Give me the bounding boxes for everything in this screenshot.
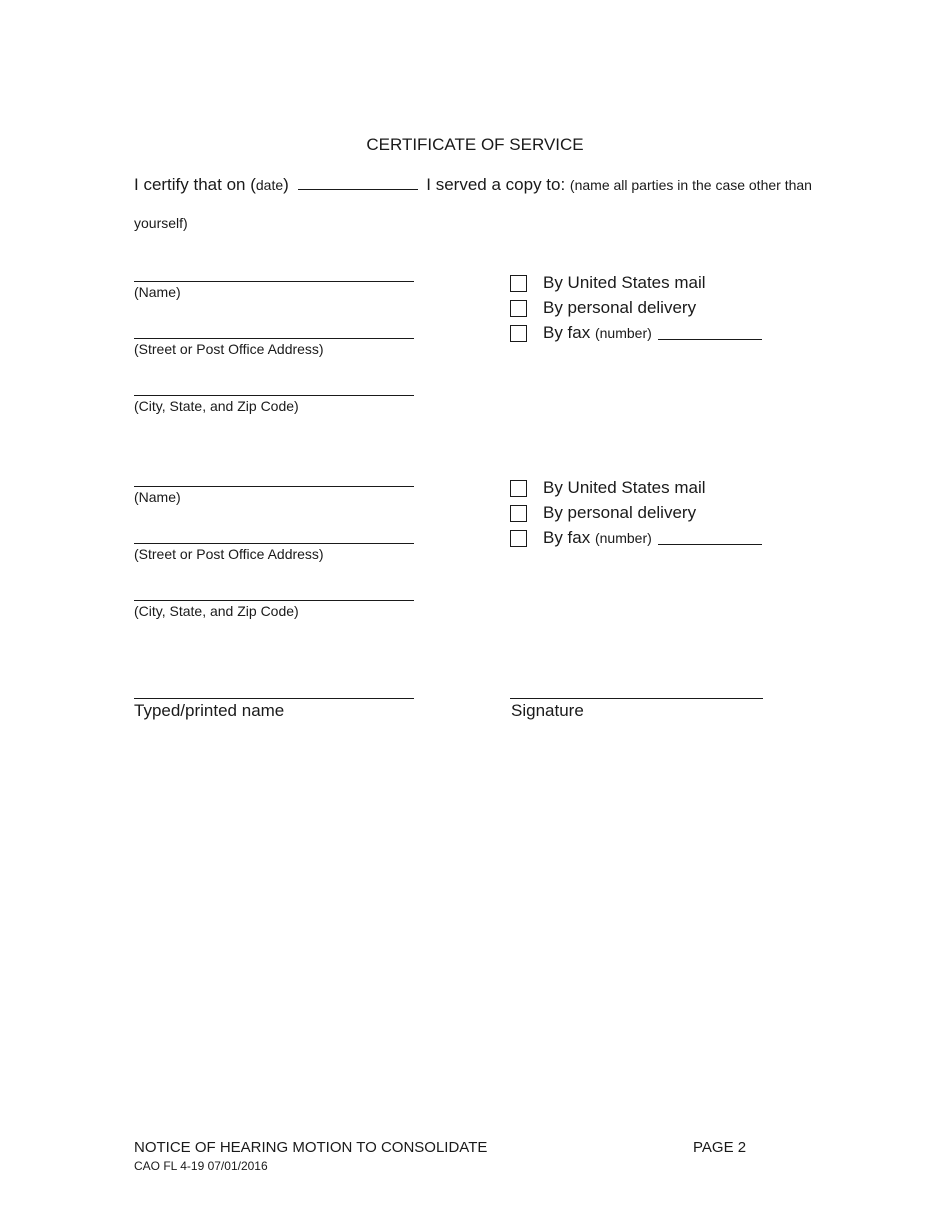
party-2-fax-number-field[interactable] — [658, 532, 762, 545]
party-1-option-mail — [510, 273, 706, 293]
party-1-mail-checkbox[interactable] — [510, 275, 527, 292]
parties-note-continued: yourself) — [134, 215, 188, 231]
party-2-address-field[interactable] — [134, 543, 414, 544]
party-2-mail-checkbox[interactable] — [510, 480, 527, 497]
footer-form-code: CAO FL 4-19 07/01/2016 — [134, 1159, 268, 1173]
party-2-mail-label: By United States mail — [543, 478, 706, 497]
footer-form-title: NOTICE OF HEARING MOTION TO CONSOLIDATE — [134, 1139, 488, 1156]
party-1-fax-number-label: (number) — [594, 325, 652, 341]
party-1-fax-checkbox[interactable] — [510, 325, 527, 342]
party-1-fax-label: By fax — [543, 323, 591, 342]
party-2-delivery-checkbox[interactable] — [510, 505, 527, 522]
party-2-fax-number-label: (number) — [594, 530, 652, 546]
party-1-option-fax — [510, 323, 762, 343]
signature-label: Signature — [511, 701, 584, 720]
party-1-delivery-checkbox[interactable] — [510, 300, 527, 317]
certify-text: I certify that on ( — [134, 175, 256, 194]
page-title: CERTIFICATE OF SERVICE — [366, 135, 584, 154]
party-1-city-field[interactable] — [134, 395, 414, 396]
party-2-city-label: (City, State, and Zip Code) — [134, 603, 299, 619]
party-1-delivery-label: By personal delivery — [543, 298, 697, 317]
party-1-option-delivery — [510, 298, 696, 318]
party-2-fax-label: By fax — [543, 528, 591, 547]
party-2-city-field[interactable] — [134, 600, 414, 601]
party-2-name-field[interactable] — [134, 486, 414, 487]
party-2-option-mail — [510, 478, 706, 498]
party-2-name-label: (Name) — [134, 489, 181, 505]
certify-statement — [134, 175, 812, 195]
party-1-name-label: (Name) — [134, 284, 181, 300]
party-1-city-label: (City, State, and Zip Code) — [134, 398, 299, 414]
party-2-fax-checkbox[interactable] — [510, 530, 527, 547]
party-1-address-label: (Street or Post Office Address) — [134, 341, 324, 357]
date-label: date — [255, 177, 284, 193]
date-field[interactable] — [298, 175, 418, 190]
parties-note: (name all parties in the case other than — [569, 177, 812, 193]
party-2-delivery-label: By personal delivery — [543, 503, 697, 522]
party-1-mail-label: By United States mail — [543, 273, 706, 292]
date-close-paren: ) — [283, 175, 289, 194]
party-2-option-delivery — [510, 503, 696, 523]
signature-field[interactable] — [510, 698, 763, 699]
party-1-name-field[interactable] — [134, 281, 414, 282]
party-2-address-label: (Street or Post Office Address) — [134, 546, 324, 562]
served-text: I served a copy to: — [426, 175, 566, 194]
typed-name-label: Typed/printed name — [134, 701, 285, 720]
typed-name-field[interactable] — [134, 698, 414, 699]
party-1-fax-number-field[interactable] — [658, 327, 762, 340]
party-1-address-field[interactable] — [134, 338, 414, 339]
footer-page-number: PAGE 2 — [693, 1139, 747, 1156]
party-2-option-fax — [510, 528, 762, 548]
